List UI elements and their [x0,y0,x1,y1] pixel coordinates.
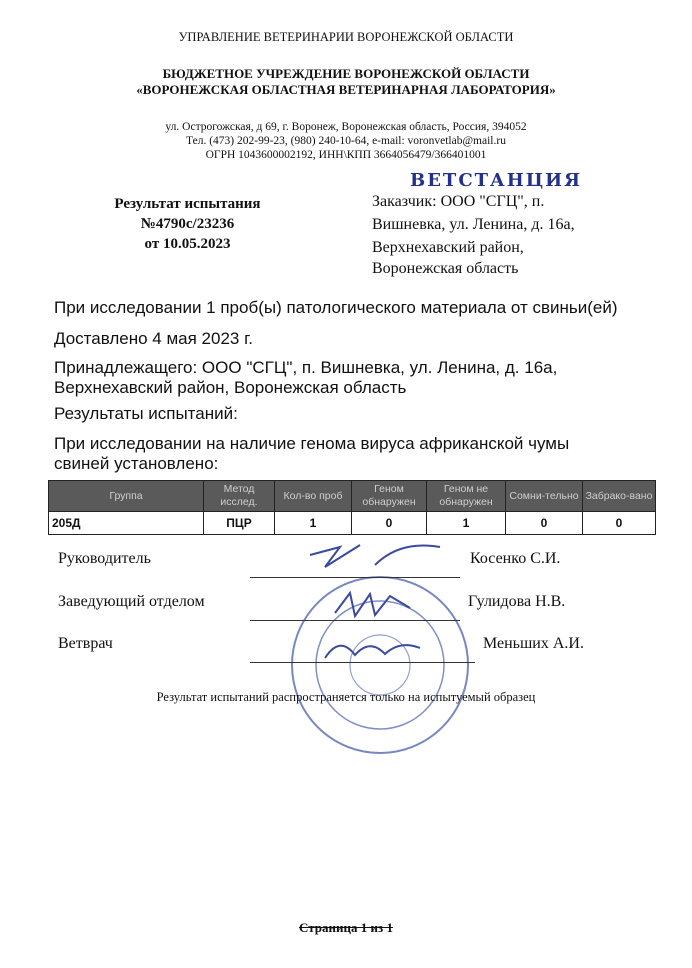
customer-line: Вишневка, ул. Ленина, д. 16а, [372,216,575,233]
page-number: Страница 1 из 1 [299,920,393,935]
vetstation-stamp: ВЕТСТАНЦИЯ [410,170,582,191]
table-cell: 0 [352,512,427,535]
results-table [48,480,656,535]
org-address: ул. Острогожская, д 69, г. Воронеж, Воронежская область, Россия, 394052 [165,121,527,133]
table-cell: 1 [427,512,506,535]
customer-line: Верхнехавский район, [372,239,524,256]
customer-line: Заказчик: ООО "СГЦ", п. [372,193,545,210]
table-cell: 0 [583,512,656,535]
body-line: Доставлено 4 мая 2023 г. [54,329,253,348]
column-header: Кол-во проб [275,481,352,512]
authority-header: УПРАВЛЕНИЕ ВЕТЕРИНАРИИ ВОРОНЕЖСКОЙ ОБЛАСТИ [178,30,514,44]
customer-line: Воронежская область [372,260,519,277]
signature-role: Заведующий отделом [58,593,205,610]
signature-line [250,577,460,578]
handwritten-signature [320,630,440,666]
handwritten-signature [330,588,420,624]
result-title: Результат испытания [114,196,261,212]
table-row [49,512,656,535]
column-header: Метод исслед. [204,481,275,512]
table-cell: 0 [506,512,583,535]
body-line: Результаты испытаний: [54,404,238,423]
org-name-line2: «ВОРОНЕЖСКАЯ ОБЛАСТНАЯ ВЕТЕРИНАРНАЯ ЛАБОРАТОРИЯ» [136,82,556,97]
column-header: Забрако-вано [583,481,656,512]
signature-name: Гулидова Н.В. [468,593,566,610]
table-cell: 205Д [49,512,204,535]
body-line: свиней установлено: [54,454,219,473]
org-name-line1: БЮДЖЕТНОЕ УЧРЕЖДЕНИЕ ВОРОНЕЖСКОЙ ОБЛАСТИ [162,66,530,81]
org-ids: ОГРН 1043600002192, ИНН\КПП 3664056479/366401001 [205,149,487,161]
signature-name: Меньших А.И. [483,635,584,652]
org-contacts: Тел. (473) 202-99-23, (980) 240-10-64, e-mail: voronvetlab@mail.ru [186,135,506,147]
column-header: Геном обнаружен [352,481,427,512]
signature-role: Руководитель [58,550,151,567]
body-line: При исследовании 1 проб(ы) патологического материала от свиньи(ей) [54,298,618,317]
column-header: Группа [49,481,204,512]
column-header: Сомни-тельно [506,481,583,512]
disclaimer-note: Результат испытаний распространяется только на испытуемый образец [156,690,536,704]
column-header: Геном не обнаружен [427,481,506,512]
table-cell: 1 [275,512,352,535]
body-line: Верхнехавский район, Воронежская область [54,378,407,397]
body-line: При исследовании на наличие генома вируса африканской чумы [54,434,570,453]
body-line: Принадлежащего: ООО "СГЦ", п. Вишневка, ул. Ленина, д. 16а, [54,358,558,377]
table-header-row [49,481,656,512]
result-date: от 10.05.2023 [144,236,231,252]
table-cell: ПЦР [204,512,275,535]
handwritten-signature [300,535,450,575]
signature-role: Ветврач [58,635,113,652]
signature-name: Косенко С.И. [470,550,561,567]
result-number: №4790с/23236 [140,216,235,232]
